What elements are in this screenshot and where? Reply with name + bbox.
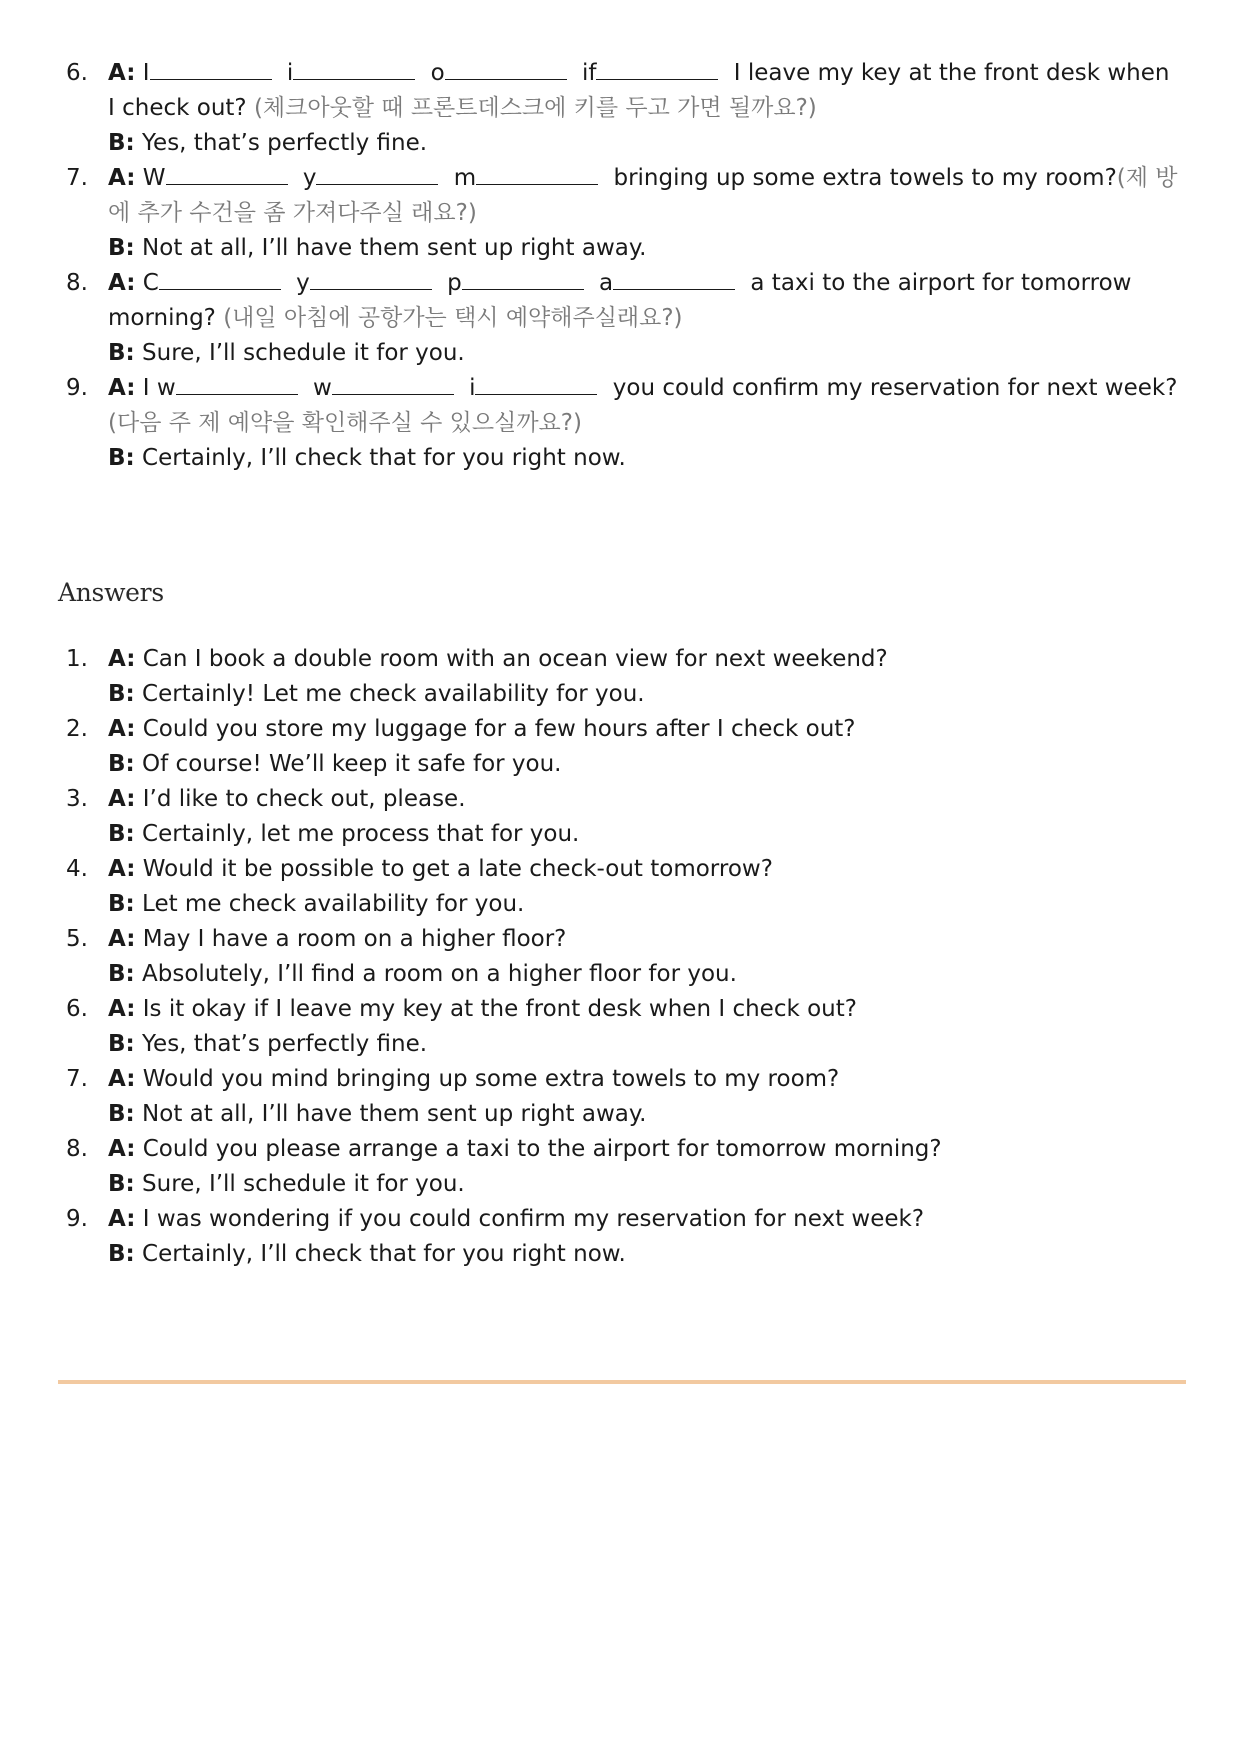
answer-prefix: W	[142, 165, 166, 191]
speaker-a-label: A:	[108, 646, 136, 672]
question-text: Would it be possible to get a late check-out tomorrow?	[142, 856, 773, 882]
response-text: Certainly, let me process that for you.	[142, 821, 580, 847]
fill-blank[interactable]	[475, 372, 597, 395]
speaker-b-label: B:	[108, 1101, 135, 1127]
item-number: 1.	[66, 646, 88, 672]
speaker-a-label: A:	[108, 856, 136, 882]
response-text: Certainly! Let me check availability for you.	[142, 681, 645, 707]
answer-item	[58, 992, 1178, 1062]
item-number: 7.	[66, 1066, 88, 1092]
sentence-rest: I leave my key at the front desk when I check out?	[108, 60, 1170, 121]
korean-translation: (다음 주 제 예약을 확인해주실 수 있으실까요?)	[108, 410, 582, 436]
speaker-b-label: B:	[108, 1031, 135, 1057]
fill-blank[interactable]	[159, 267, 281, 290]
speaker-b-label: B:	[108, 821, 135, 847]
blank-hint: a	[598, 270, 614, 296]
speaker-a-label: A:	[108, 60, 136, 86]
item-number: 6.	[66, 60, 88, 86]
item-number: 7.	[66, 165, 88, 191]
response-text: Sure, I’ll schedule it for you.	[142, 1171, 465, 1197]
response-text: Let me check availability for you.	[142, 891, 525, 917]
blank-hint: w	[312, 375, 332, 401]
response-text: Certainly, I’ll check that for you right now.	[142, 1241, 626, 1267]
sentence-rest: a taxi to the airport for tomorrow morning?	[108, 270, 1132, 331]
blank-hint: o	[430, 60, 445, 86]
answer-prefix: I w	[142, 375, 176, 401]
speaker-a-label: A:	[108, 270, 136, 296]
speaker-a-label: A:	[108, 1136, 136, 1162]
fill-blank[interactable]	[176, 372, 298, 395]
exercise-list	[58, 56, 1178, 476]
question-text: Could you store my luggage for a few hours after I check out?	[142, 716, 856, 742]
item-number: 9.	[66, 1206, 88, 1232]
speaker-a-label: A:	[108, 165, 136, 191]
speaker-a-label: A:	[108, 375, 136, 401]
fill-blank[interactable]	[613, 267, 735, 290]
fill-blank[interactable]	[462, 267, 584, 290]
question-text: Can I book a double room with an ocean view for next weekend?	[142, 646, 888, 672]
fill-blank[interactable]	[332, 372, 454, 395]
item-number: 6.	[66, 996, 88, 1022]
answer-item	[58, 712, 1178, 782]
answer-item	[58, 1062, 1178, 1132]
speaker-a-label: A:	[108, 786, 136, 812]
response-text: Of course! We’ll keep it safe for you.	[142, 751, 562, 777]
fill-blank[interactable]	[310, 267, 432, 290]
sentence-rest: you could confirm my reservation for next week?	[612, 375, 1178, 401]
question-text: I’d like to check out, please.	[142, 786, 466, 812]
question-text: Is it okay if I leave my key at the front desk when I check out?	[142, 996, 857, 1022]
speaker-a-label: A:	[108, 1206, 136, 1232]
speaker-b-label: B:	[108, 1171, 135, 1197]
fill-blank[interactable]	[476, 162, 598, 185]
blank-hint: m	[453, 165, 477, 191]
speaker-b-label: B:	[108, 751, 135, 777]
question-text: I was wondering if you could confirm my reservation for next week?	[142, 1206, 925, 1232]
speaker-b-label: B:	[108, 1241, 135, 1267]
sentence-rest: bringing up some extra towels to my room?	[613, 165, 1117, 191]
response-text: Not at all, I’ll have them sent up right away.	[142, 235, 647, 261]
answer-item	[58, 852, 1178, 922]
fill-blank[interactable]	[166, 162, 288, 185]
exercise-item	[58, 371, 1178, 476]
item-number: 8.	[66, 1136, 88, 1162]
item-number: 2.	[66, 716, 88, 742]
speaker-b-label: B:	[108, 961, 135, 987]
speaker-a-label: A:	[108, 926, 136, 952]
answers-heading: Answers	[58, 578, 164, 607]
blank-hint: y	[302, 165, 317, 191]
item-number: 4.	[66, 856, 88, 882]
korean-translation: (내일 아침에 공항가는 택시 예약해주실래요?)	[223, 305, 683, 331]
answer-item	[58, 922, 1178, 992]
question-text: May I have a room on a higher floor?	[142, 926, 567, 952]
korean-translation: (제 방에 추가 수건을 좀 가져다주실 래요?)	[108, 165, 1178, 226]
fill-blank[interactable]	[445, 57, 567, 80]
section-divider	[58, 1380, 1186, 1384]
response-text: Absolutely, I’ll find a room on a higher floor for you.	[142, 961, 737, 987]
fill-blank[interactable]	[293, 57, 415, 80]
speaker-a-label: A:	[108, 1066, 136, 1092]
speaker-b-label: B:	[108, 445, 135, 471]
fill-blank[interactable]	[150, 57, 272, 80]
fill-blank[interactable]	[596, 57, 718, 80]
speaker-b-label: B:	[108, 130, 135, 156]
question-text: Could you please arrange a taxi to the airport for tomorrow morning?	[142, 1136, 942, 1162]
answer-prefix: C	[142, 270, 159, 296]
answer-item	[58, 1132, 1178, 1202]
item-number: 8.	[66, 270, 88, 296]
answer-item	[58, 1202, 1178, 1272]
speaker-a-label: A:	[108, 996, 136, 1022]
exercise-item	[58, 266, 1178, 371]
response-text: Not at all, I’ll have them sent up right away.	[142, 1101, 647, 1127]
exercise-item	[58, 161, 1178, 266]
speaker-b-label: B:	[108, 681, 135, 707]
item-number: 5.	[66, 926, 88, 952]
blank-hint: if	[581, 60, 597, 86]
response-text: Yes, that’s perfectly fine.	[142, 130, 428, 156]
speaker-a-label: A:	[108, 716, 136, 742]
question-text: Would you mind bringing up some extra towels to my room?	[142, 1066, 840, 1092]
blank-hint: i	[469, 375, 476, 401]
blank-hint: p	[447, 270, 462, 296]
response-text: Sure, I’ll schedule it for you.	[142, 340, 465, 366]
answers-list	[58, 642, 1178, 1272]
answer-item	[58, 642, 1178, 712]
speaker-b-label: B:	[108, 891, 135, 917]
item-number: 9.	[66, 375, 88, 401]
fill-blank[interactable]	[316, 162, 438, 185]
answer-item	[58, 782, 1178, 852]
item-number: 3.	[66, 786, 88, 812]
blank-hint: i	[286, 60, 294, 86]
response-text: Certainly, I’ll check that for you right now.	[142, 445, 626, 471]
exercise-item	[58, 56, 1178, 161]
blank-hint: y	[296, 270, 310, 296]
answer-prefix: I	[142, 60, 150, 86]
response-text: Yes, that’s perfectly fine.	[142, 1031, 428, 1057]
speaker-b-label: B:	[108, 340, 135, 366]
speaker-b-label: B:	[108, 235, 135, 261]
korean-translation: (체크아웃할 때 프론트데스크에 키를 두고 가면 될까요?)	[253, 95, 817, 121]
